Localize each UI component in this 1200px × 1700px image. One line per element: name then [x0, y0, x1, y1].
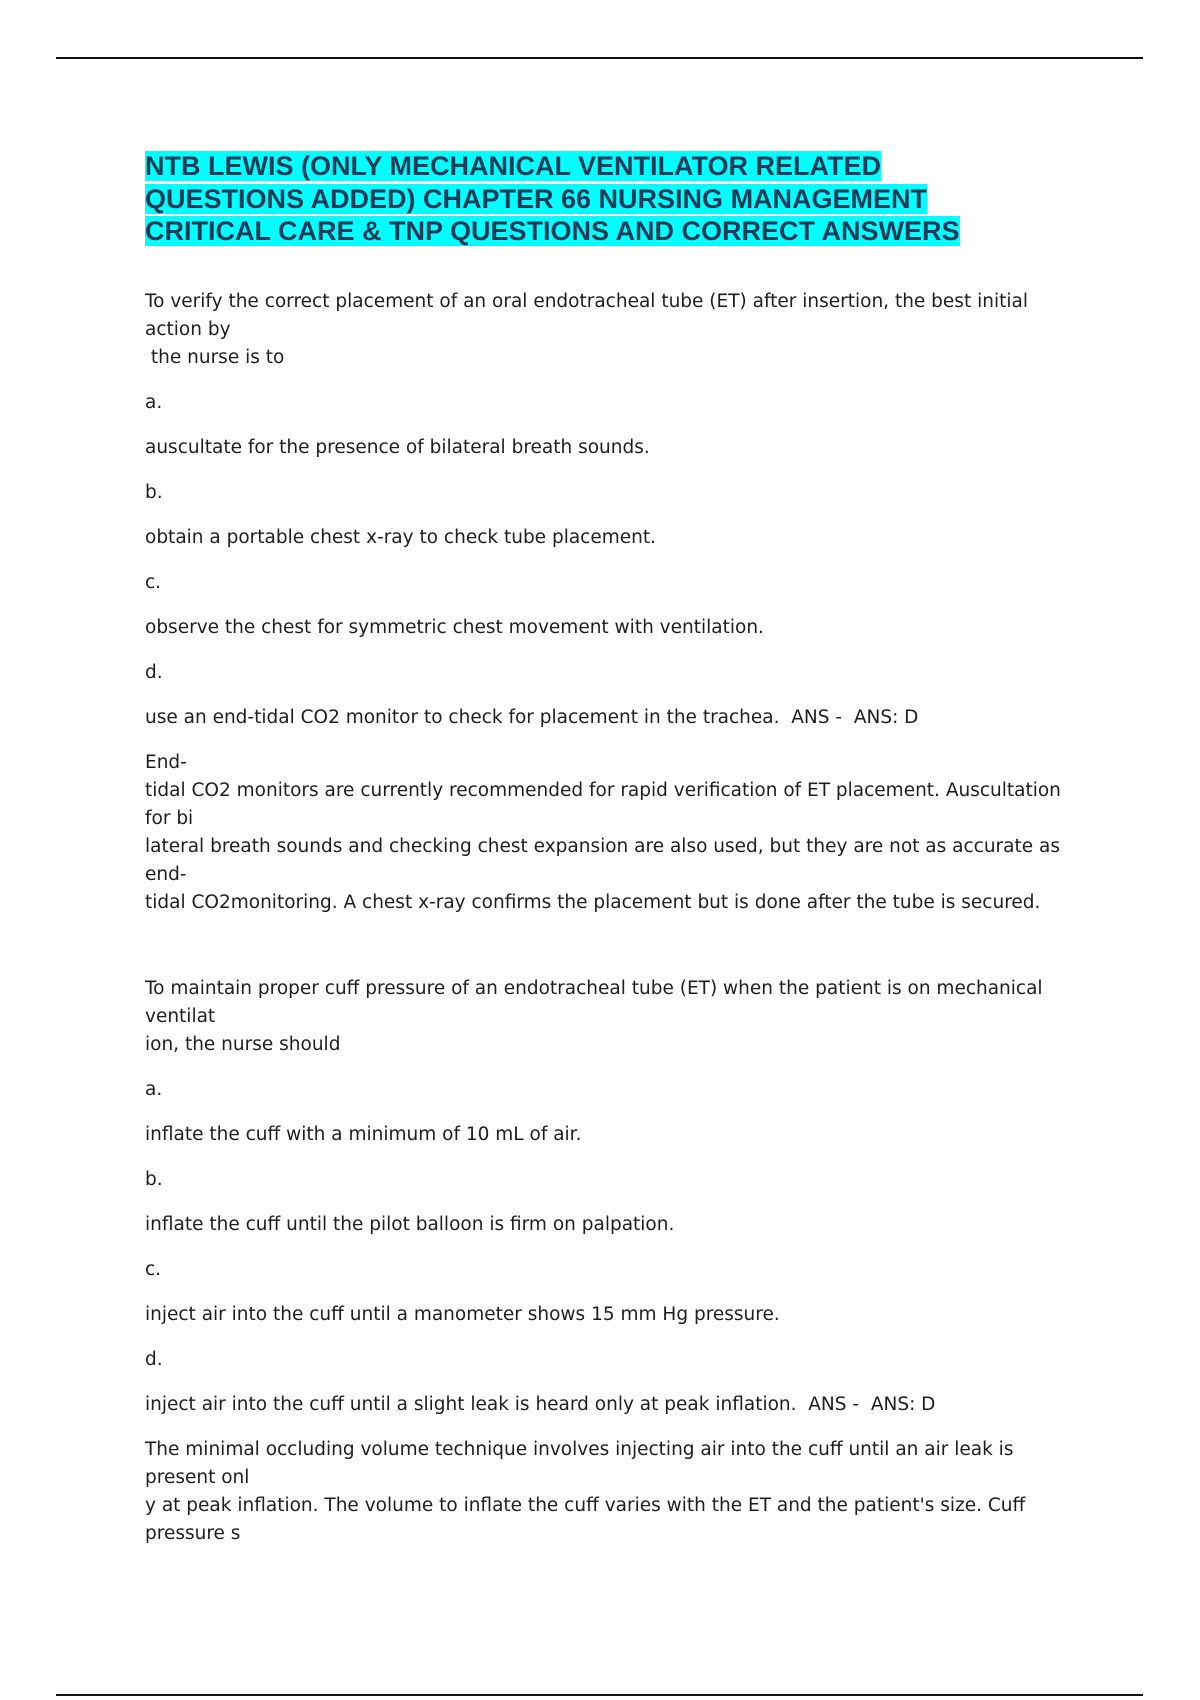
choice-text-d: use an end-tidal CO2 monitor to check for placement in the trachea. ANS - ANS: D [145, 706, 919, 728]
rationale-line: lateral breath sounds and checking chest expansion are also used, but they are not as accurate as end- [145, 835, 1060, 885]
bottom-rule [56, 1694, 1143, 1696]
rationale-line: y at peak inflation. The volume to inflate the cuff varies with the ET and the patient's size. Cuff pressure s [145, 1494, 1026, 1544]
choice-letter-d: d. [145, 1348, 163, 1370]
question-spacer [145, 917, 1085, 975]
choice-text-c: inject air into the cuff until a manometer shows 15 mm Hg pressure. [145, 1303, 780, 1325]
document-title [145, 150, 1085, 248]
rationale-line: tidal CO2 monitors are currently recommended for rapid verification of ET placement. Auscultation for bi [145, 779, 1061, 829]
title-line: NTB LEWIS (ONLY MECHANICAL VENTILATOR RELATED [145, 151, 882, 181]
stem-line: To verify the correct placement of an oral endotracheal tube (ET) after insertion, the best initial action by [145, 290, 1028, 340]
title-line: QUESTIONS ADDED) CHAPTER 66 NURSING MANAGEMENT [145, 183, 928, 214]
stem-line: the nurse is to [145, 346, 285, 368]
question-stem [145, 975, 1085, 1059]
choice-text-d: inject air into the cuff until a slight leak is heard only at peak inflation. ANS - ANS: D [145, 1393, 936, 1415]
choice-letter-a: a. [145, 391, 163, 413]
stem-line: ion, the nurse should [145, 1033, 341, 1055]
choice-text-b: inflate the cuff until the pilot balloon is firm on palpation. [145, 1213, 675, 1235]
question-rationale [145, 1436, 1085, 1548]
rationale-line: End- [145, 751, 187, 773]
choice-letter-b: b. [145, 1168, 163, 1190]
choice-letter-d: d. [145, 661, 163, 683]
choice-letter-b: b. [145, 481, 163, 503]
question-rationale [145, 749, 1085, 917]
choice-letter-c: c. [145, 571, 162, 593]
rationale-line: The minimal occluding volume technique involves injecting air into the cuff until an air leak is present onl [145, 1438, 1014, 1488]
choice-text-c: observe the chest for symmetric chest movement with ventilation. [145, 616, 764, 638]
question-stem [145, 288, 1085, 372]
choice-letter-c: c. [145, 1258, 162, 1280]
choice-text-a: inflate the cuff with a minimum of 10 mL of air. [145, 1123, 582, 1145]
choice-text-b: obtain a portable chest x-ray to check tube placement. [145, 526, 656, 548]
question-1 [145, 288, 1085, 917]
choice-text-a: auscultate for the presence of bilateral breath sounds. [145, 436, 650, 458]
document-body [145, 150, 1085, 1548]
choice-letter-a: a. [145, 1078, 163, 1100]
stem-line: To maintain proper cuff pressure of an endotracheal tube (ET) when the patient is on mechanical ventilat [145, 977, 1043, 1027]
title-line: CRITICAL CARE & TNP QUESTIONS AND CORRECT ANSWERS [145, 216, 960, 246]
top-rule [56, 57, 1143, 59]
question-2 [145, 975, 1085, 1548]
rationale-line: tidal CO2monitoring. A chest x-ray confirms the placement but is done after the tube is secured. [145, 891, 1041, 913]
